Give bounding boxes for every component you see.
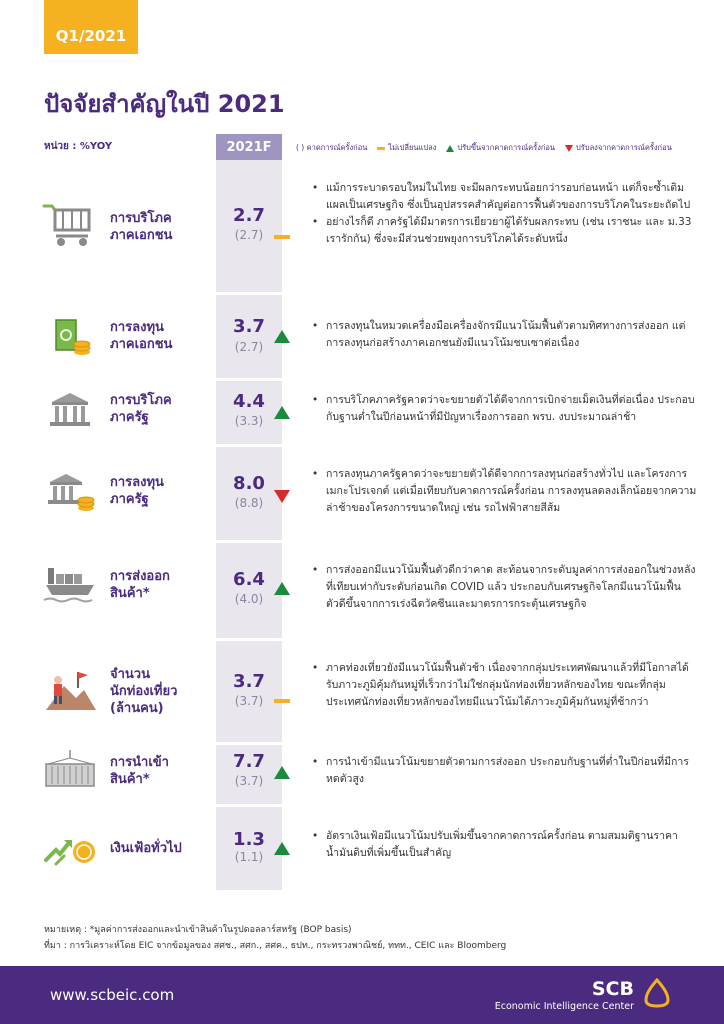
indicator-down: [274, 488, 290, 507]
factor-row-government-investment: [0, 444, 724, 540]
unit-label: หน่วย : %YOY: [44, 141, 113, 152]
triangle-up-icon: [446, 145, 454, 152]
legend-down: ปรับลงจากคาดการณ์ครั้งก่อน: [565, 142, 672, 154]
factor-row-exports: [0, 540, 724, 638]
factor-row-private-investment: [0, 292, 724, 378]
commentary-item: • การลงทุนภาครัฐคาดว่าจะขยายตัวได้ดีจากการลงทุนก่อสร้างทั่วไป และโครงการเมกะโปรเจกต์ แต่เมื่อเทียบกับคาดการณ์ครั้งก่อน การลงทุนลดลงเล็กน้อยจากความล่าช้าของโครงการขนาดใหญ่ เช่น รถไฟฟ้าสายสีส้ม: [312, 466, 698, 517]
factor-row-inflation: [0, 804, 724, 890]
factor-label: การลงทุน ภาครัฐ: [110, 475, 164, 507]
factor-row-government-consumption: [0, 378, 724, 444]
factor-label: การบริโภค ภาคเอกชน: [110, 211, 173, 243]
government-coin-icon: [42, 468, 98, 516]
indicator-unchanged: [274, 688, 290, 707]
column-header: 2021F: [216, 134, 282, 160]
forecast-value: 8.0: [233, 473, 265, 494]
previous-forecast: (3.7): [234, 774, 264, 788]
commentary-list: [312, 660, 698, 711]
indicator-up: [274, 840, 290, 859]
triangle-up-icon: [274, 582, 290, 595]
triangle-up-icon: [274, 406, 290, 419]
commentary-list: [312, 392, 698, 426]
source-note: ที่มา : การวิเคราะห์โดย EIC จากข้อมูลของ สศช., สศก., สศค., ธปท., กระทรวงพาณิชย์, ททท., CEIC และ Bloomberg: [44, 941, 507, 951]
scb-logo-icon: [644, 978, 670, 1012]
factor-label: เงินเฟ้อทั่วไป: [110, 841, 182, 856]
legend-up: ปรับขึ้นจากคาดการณ์ครั้งก่อน: [446, 142, 555, 154]
factor-row-imports: [0, 742, 724, 804]
inflation-icon: [42, 826, 98, 874]
forecast-value: 3.7: [233, 316, 265, 337]
triangle-up-icon: [274, 766, 290, 779]
dash-icon: [274, 699, 290, 703]
previous-forecast: (3.3): [234, 414, 264, 428]
factor-row-private-consumption: [0, 160, 724, 292]
forecast-value: 1.3: [233, 829, 265, 850]
forecast-value: 7.7: [233, 751, 265, 772]
triangle-up-icon: [274, 842, 290, 855]
dash-icon: [274, 235, 290, 239]
footnotes: [44, 922, 506, 954]
legend-unchanged: ไม่เปลี่ยนแปลง: [377, 142, 436, 154]
brand-name: SCB: [591, 978, 634, 1000]
commentary-item: • การลงทุนในหมวดเครื่องมือเครื่องจักรมีแนวโน้มฟื้นตัวตามทิศทางการส่งออก แต่การลงทุนก่อสร้างภาคเอกชนยังมีแนวโน้มชบเซาต่อเนื่อง: [312, 318, 698, 352]
previous-forecast: (1.1): [234, 850, 264, 864]
commentary-item: • อัตราเงินเฟ้อมีแนวโน้มปรับเพิ่มขึ้นจากคาดการณ์ครั้งก่อน ตามสมมติฐานราคาน้ำมันดิบที่เพิ่มขึ้นเป็นสำคัญ: [312, 828, 698, 862]
container-icon: [42, 748, 98, 796]
commentary-list: [312, 318, 698, 352]
factor-label: การบริโภค ภาครัฐ: [110, 393, 172, 425]
cargo-ship-icon: [42, 562, 98, 610]
indicator-up: [274, 404, 290, 423]
legend-previous: ( ) คาดการณ์ครั้งก่อน: [296, 143, 368, 152]
website-link[interactable]: www.scbeic.com: [50, 986, 175, 1004]
indicator-up: [274, 764, 290, 783]
commentary-list: [312, 562, 698, 613]
remark-note: หมายเหตุ : *มูลค่าการส่งออกและนำเข้าสินค้าในรูปดอลลาร์สหรัฐ (BOP basis): [44, 925, 352, 935]
tourist-icon: [42, 666, 98, 714]
indicator-unchanged: [274, 224, 290, 243]
previous-forecast: (4.0): [234, 592, 264, 606]
quarter-badge: [44, 0, 138, 54]
indicator-up: [274, 580, 290, 599]
previous-forecast: (2.7): [234, 228, 264, 242]
money-icon: [42, 314, 98, 362]
footer-bar: [0, 966, 724, 1024]
commentary-list: [312, 828, 698, 862]
commentary-item: • การส่งออกมีแนวโน้มฟื้นตัวดีกว่าคาด สะท้อนจากระดับมูลค่าการส่งออกในช่วงหลังที่เทียบเท่ากับระดับก่อนเกิด COVID แล้ว ประกอบกับเศรษฐกิจโลกมีแนวโน้มฟื้นตัวดีขึ้นจากการเร่งฉีดวัคซีนและมาตรการกระตุ้นเศรษฐกิจ: [312, 562, 698, 613]
commentary-list: [312, 754, 698, 788]
triangle-down-icon: [274, 490, 290, 503]
legend: [296, 142, 672, 154]
dash-icon: [377, 147, 385, 150]
commentary-item: • การบริโภคภาครัฐคาดว่าจะขยายตัวได้ดีจากการเบิกจ่ายเม็ดเงินที่ต่อเนื่อง ประกอบกับฐานต่ำในปีก่อนหน้าที่มีปัญหาเรื่องการออก พรบ. งบประมาณล่าช้า: [312, 392, 698, 426]
previous-forecast: (3.7): [234, 694, 264, 708]
shopping-cart-icon: [42, 200, 98, 248]
triangle-down-icon: [565, 145, 573, 152]
commentary-item: • แม้การระบาดรอบใหม่ในไทย จะมีผลกระทบน้อยกว่ารอบก่อนหน้า แต่ก็จะซ้ำเติมแผลเป็นเศรษฐกิจ ซึ่งเป็นอุปสรรคสำคัญต่อการฟื้นตัวของการบริโภคในระยะถัดไป: [312, 180, 698, 214]
commentary-item: • ภาคท่องเที่ยวยังมีแนวโน้มฟื้นตัวช้า เนื่องจากกลุ่มประเทศพัฒนาแล้วที่มีโอกาสได้รับภาวะภูมิคุ้มกันหมู่ที่เร็วกว่าไม่ใช่กลุ่มนักท่องเที่ยวหลักของไทย ขณะที่กลุ่มประเทศนักท่องเที่ยวหลักของไทยมีแนวโน้มได้ภาวะภูมิคุ้มกันหมู่ที่ช้ากว่า: [312, 660, 698, 711]
commentary-list: [312, 466, 698, 517]
factor-label: การนำเข้า สินค้า*: [110, 755, 169, 787]
forecast-value: 2.7: [233, 205, 265, 226]
commentary-list: [312, 180, 698, 248]
quarter-label: Q1/2021: [55, 27, 127, 45]
factor-label: จำนวน นักท่องเที่ยว (ล้านคน): [110, 667, 178, 716]
factor-label: การลงทุน ภาคเอกชน: [110, 320, 173, 352]
forecast-value: 3.7: [233, 671, 265, 692]
previous-forecast: (8.8): [234, 496, 264, 510]
commentary-item: • อย่างไรก็ดี ภาครัฐได้มีมาตรการเยียวยาผู้ได้รับผลกระทบ (เช่น เราชนะ และ ม.33 เรารักกัน) ซึ่งจะมีส่วนช่วยพยุงการบริโภคได้ระดับหนึ่ง: [312, 214, 698, 248]
forecast-value: 4.4: [233, 391, 265, 412]
previous-forecast: (2.7): [234, 340, 264, 354]
commentary-item: • การนำเข้ามีแนวโน้มขยายตัวตามการส่งออก ประกอบกับฐานที่ต่ำในปีก่อนที่มีการหดตัวสูง: [312, 754, 698, 788]
factor-row-tourists: [0, 638, 724, 742]
page-title: ปัจจัยสำคัญในปี 2021: [44, 90, 285, 118]
triangle-up-icon: [274, 330, 290, 343]
forecast-value: 6.4: [233, 569, 265, 590]
factor-label: การส่งออก สินค้า*: [110, 569, 170, 601]
government-building-icon: [42, 388, 98, 436]
indicator-up: [274, 328, 290, 347]
brand-subtitle: Economic Intelligence Center: [494, 1001, 634, 1012]
